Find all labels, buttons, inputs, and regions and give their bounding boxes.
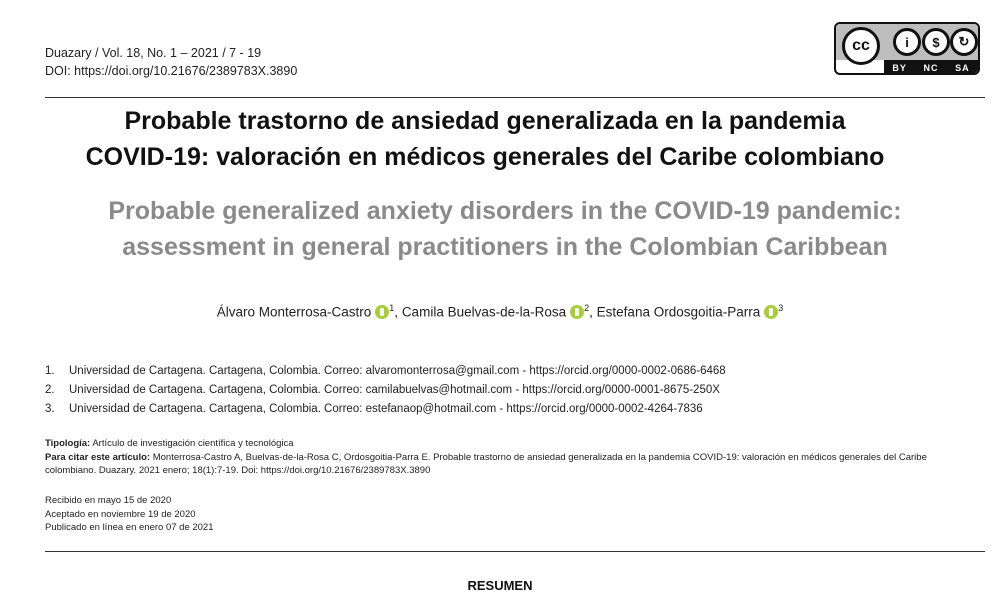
cc-sa-label: SA <box>955 62 970 73</box>
typology-value: Artículo de investigación científica y tecnológica <box>90 438 294 449</box>
citation-value: Monterrosa-Castro A, Buelvas-de-la-Rosa C, Ordosgoitia-Parra E. Probable trastorno de ansiedad generalizada en la pandemia COVID-19: valoración en médicos generales del Caribe colombiano. Duazary. 2021 enero; 18(1):7-19. Doi: https://doi.org/10.21676/2389783X.3890 <box>45 451 927 476</box>
affiliation-item <box>45 381 726 400</box>
citation-label: Para citar este artículo: <box>45 451 151 463</box>
affiliation-number: 1. <box>45 365 55 377</box>
article-info <box>45 437 975 478</box>
affiliation-text: Universidad de Cartagena. Cartagena, Colombia. Correo: camilabuelvas@hotmail.com - https://orcid.org/0000-0001-8675-250X <box>69 384 720 396</box>
affiliation-text: Universidad de Cartagena. Cartagena, Colombia. Correo: alvaromonterrosa@gmail.com - https://orcid.org/0000-0002-0686-6468 <box>69 365 726 377</box>
author-affiliation-number: 3 <box>778 303 784 313</box>
author-separator: , <box>394 304 402 320</box>
title-english <box>20 193 990 265</box>
received-date: Recibido en mayo 15 de 2020 <box>45 495 172 506</box>
author-name: Álvaro Monterrosa-Castro <box>216 304 372 320</box>
orcid-icon[interactable] <box>764 305 778 319</box>
cc-by-label: BY <box>892 62 907 73</box>
author-list <box>0 303 1000 320</box>
attribution-icon: i <box>893 28 921 56</box>
noncommercial-icon: $ <box>922 28 950 56</box>
abstract-heading: RESUMEN <box>467 578 533 593</box>
affiliation-number: 2. <box>45 384 55 396</box>
title-english-line-1: Probable generalized anxiety disorders in the COVID-19 pandemic: <box>108 197 902 225</box>
article-dates <box>45 494 214 535</box>
journal-issue-line: Duazary / Vol. 18, No. 1 – 2021 / 7 - 19 <box>45 46 262 60</box>
header-divider <box>45 97 985 98</box>
cc-nc-label: NC <box>923 62 939 73</box>
orcid-icon[interactable] <box>375 305 389 319</box>
title-spanish-line-2: COVID-19: valoración en médicos generales del Caribe colombiano <box>85 143 885 171</box>
author-separator: , <box>589 304 597 320</box>
title-english-line-2: assessment in general practitioners in the Colombian Caribbean <box>122 233 888 261</box>
affiliation-number: 3. <box>45 403 55 415</box>
typology-line <box>45 437 975 451</box>
accepted-date: Aceptado en noviembre 19 de 2020 <box>45 508 196 520</box>
cc-license-terms <box>884 60 978 75</box>
journal-header <box>45 44 297 80</box>
cc-icon: cc <box>842 27 880 65</box>
affiliation-item <box>45 400 726 419</box>
sharealike-icon: ↻ <box>950 28 978 56</box>
author-affiliation-number: 2 <box>584 303 590 313</box>
author-affiliation-number: 1 <box>389 303 395 313</box>
cc-license-badge[interactable] <box>834 22 980 75</box>
affiliation-item <box>45 362 726 381</box>
section-divider <box>45 551 985 552</box>
typology-label: Tipología: <box>45 438 91 449</box>
title-spanish <box>20 103 950 175</box>
title-spanish-line-1: Probable trastorno de ansiedad generalizada en la pandemia <box>124 107 846 135</box>
published-date: Publicado en línea en enero 07 de 2021 <box>45 522 214 533</box>
affiliation-list <box>45 362 726 419</box>
author-name: Estefana Ordosgoitia-Parra <box>596 304 761 320</box>
citation-line <box>45 451 975 478</box>
orcid-icon[interactable] <box>570 305 584 319</box>
doi-line: DOI: https://doi.org/10.21676/2389783X.3890 <box>45 64 298 78</box>
author-name: Camila Buelvas-de-la-Rosa <box>401 304 567 320</box>
affiliation-text: Universidad de Cartagena. Cartagena, Colombia. Correo: estefanaop@hotmail.com - https://orcid.org/0000-0002-4264-7836 <box>69 403 703 415</box>
